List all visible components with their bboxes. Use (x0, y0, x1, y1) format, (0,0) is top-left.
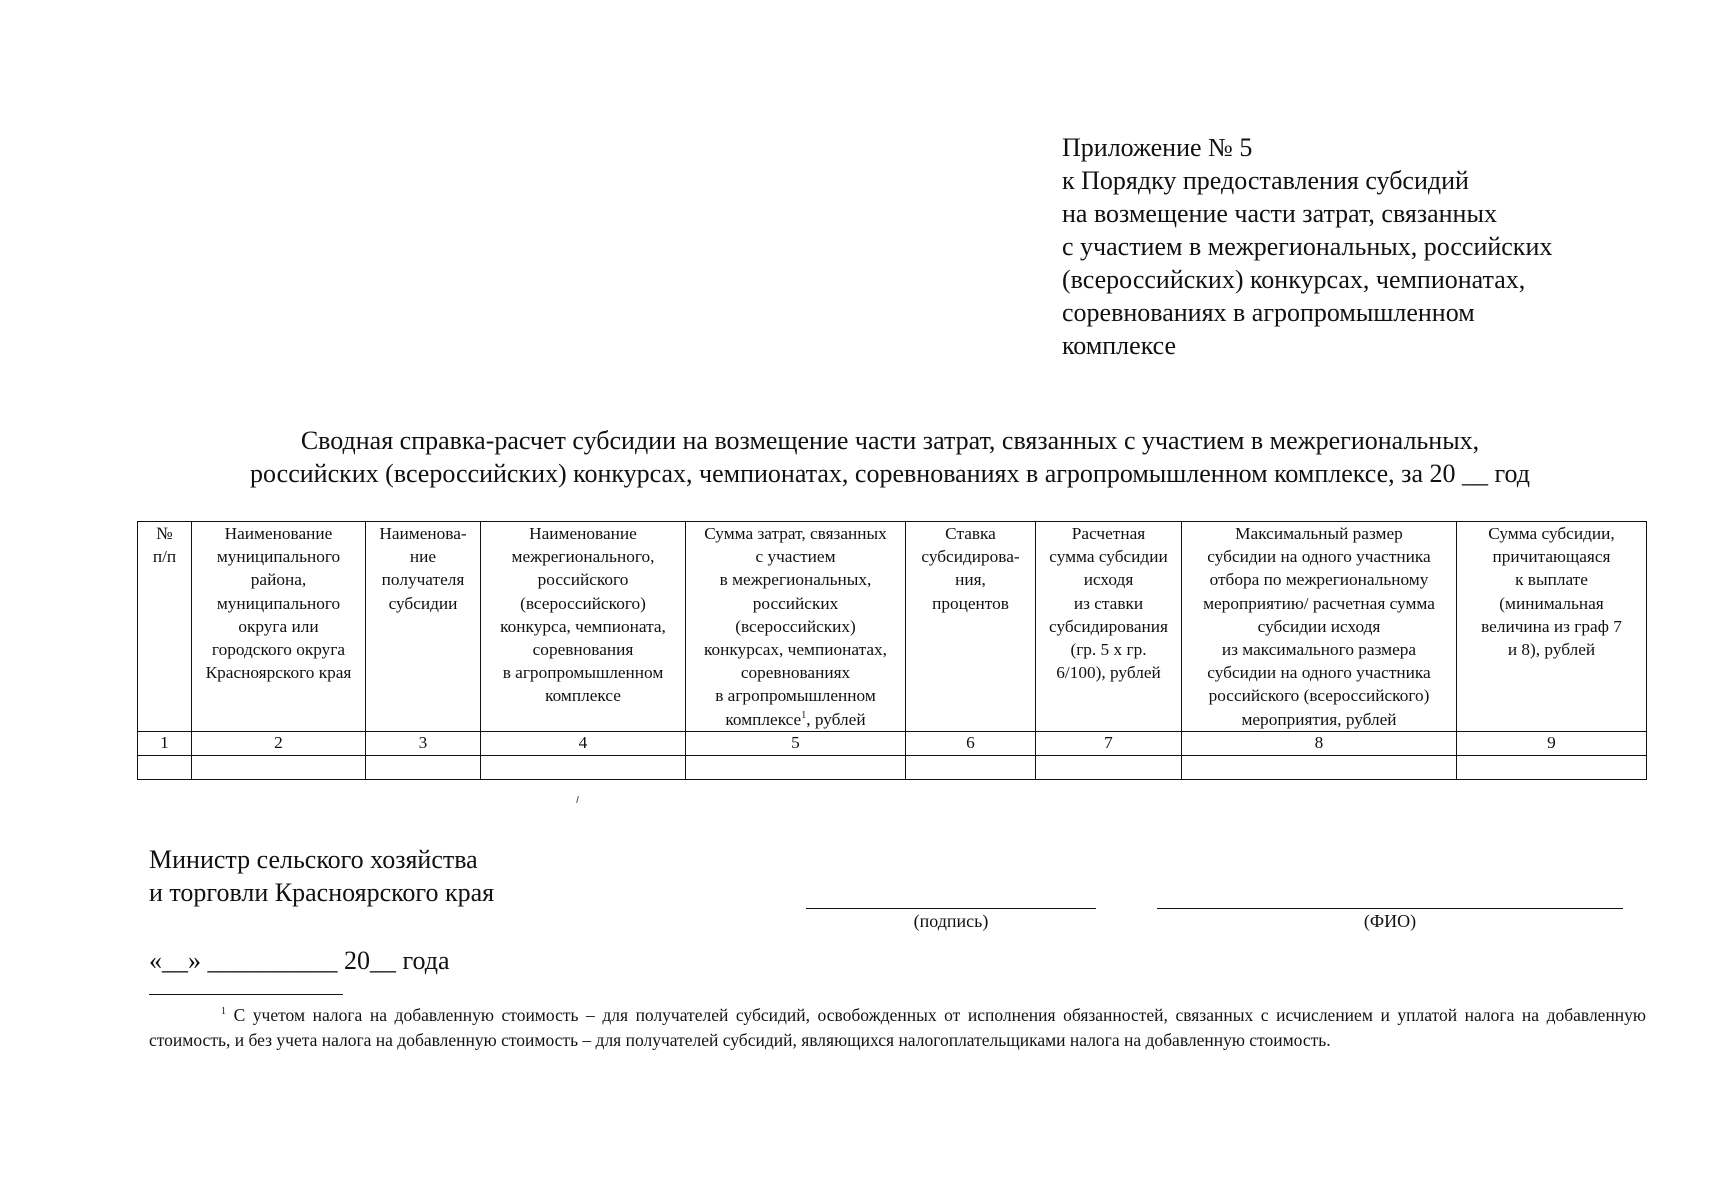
document-title (170, 424, 1610, 490)
footnote-separator (149, 994, 343, 995)
calculation-table (137, 521, 1647, 780)
appendix-line: к Порядку предоставления субсидий (1062, 166, 1469, 195)
date-line: «__» __________ 20__ года (149, 946, 450, 975)
footnote-mark: 1 (221, 1006, 226, 1018)
table-cell (686, 755, 906, 779)
column-number-cell: 9 (1457, 731, 1647, 755)
table-cell (138, 755, 192, 779)
col-header-calculated-sum: Расчетная сумма субсидии исходя из ставки субсидирования (гр. 5 х гр. 6/100), рублей (1036, 522, 1182, 732)
col-header-recipient: Наименова- ние получателя субсидии (366, 522, 481, 732)
signature-line (806, 908, 1096, 909)
column-number-cell: 3 (366, 731, 481, 755)
col-header-expenses-sum: Сумма затрат, связанных с участием в межрегиональных, российских (всероссийских) конкурсах, чемпионатах, соревнованиях в агропромышленном комплексе$^1$, рублей (686, 522, 906, 732)
appendix-line: (всероссийских) конкурсах, чемпионатах, (1062, 265, 1526, 294)
col-header-number: № п/п (138, 522, 192, 732)
table-cell (1036, 755, 1182, 779)
appendix-line: с участием в межрегиональных, российских (1062, 232, 1553, 261)
table-cell (192, 755, 366, 779)
column-number-cell: 5 (686, 731, 906, 755)
table-header-row (138, 522, 1647, 732)
footnote (149, 1003, 1646, 1053)
signature-label: (подпись) (913, 911, 989, 931)
footnote-mark: 1 (801, 709, 807, 721)
column-number-cell: 7 (1036, 731, 1182, 755)
document-title-line-1: Сводная справка-расчет субсидии на возмещение части затрат, связанных с участием в межрегиональных, (300, 426, 1480, 455)
appendix-line: Приложение № 5 (1062, 133, 1253, 162)
table-cell (906, 755, 1036, 779)
appendix-line: комплексе (1062, 331, 1177, 360)
minister-title (149, 843, 494, 909)
table-row-empty (138, 755, 1647, 779)
column-number-cell: 4 (481, 731, 686, 755)
col-header-payout-sum: Сумма субсидии, причитающаяся к выплате (минимальная величина из граф 7 и 8), рублей (1457, 522, 1647, 732)
col-header-rate: Ставка субсидирова- ния, процентов (906, 522, 1036, 732)
col-header-municipality: Наименование муниципального района, муниципального округа или городского округа Красноярского края (192, 522, 366, 732)
minister-title-line-2: и торговли Красноярского края (149, 878, 495, 907)
minister-title-line-1: Министр сельского хозяйства (149, 845, 478, 874)
footnote-text: С учетом налога на добавленную стоимость – для получателей субсидий, освобожденных от исполнения обязанностей, связанных с исчислением и уплатой налога на добавленную стоимость, и без учета налога на добавленную стоимость – для получателей субсидий, являющихся налогоплательщиками налога на добавленную стоимость. (149, 1005, 1646, 1050)
table-cell (1182, 755, 1457, 779)
scan-mark (576, 796, 579, 803)
table-cell (1457, 755, 1647, 779)
column-number-cell: 8 (1182, 731, 1457, 755)
name-line (1157, 908, 1623, 909)
column-number-cell: 6 (906, 731, 1036, 755)
document-title-line-2: российских (всероссийских) конкурсах, чемпионатах, соревнованиях в агропромышленном комплексе, за 20 __ год (250, 459, 1530, 488)
column-number-cell: 1 (138, 731, 192, 755)
column-number-cell: 2 (192, 731, 366, 755)
col-header-event-name: Наименование межрегионального, российского (всероссийского) конкурса, чемпионата, соревнования в агропромышленном комплексе (481, 522, 686, 732)
appendix-header (1062, 131, 1662, 362)
appendix-line: соревнованиях в агропромышленном (1062, 298, 1475, 327)
appendix-line: на возмещение части затрат, связанных (1062, 199, 1497, 228)
name-label: (ФИО) (1363, 911, 1417, 931)
table-cell (481, 755, 686, 779)
col-header-max-size: Максимальный размер субсидии на одного участника отбора по межрегиональному мероприятию/ расчетная сумма субсидии исходя из максимального размера субсидии на одного участника российского (всероссийского) мероприятия, рублей (1182, 522, 1457, 732)
column-number-row (138, 731, 1647, 755)
table-cell (366, 755, 481, 779)
